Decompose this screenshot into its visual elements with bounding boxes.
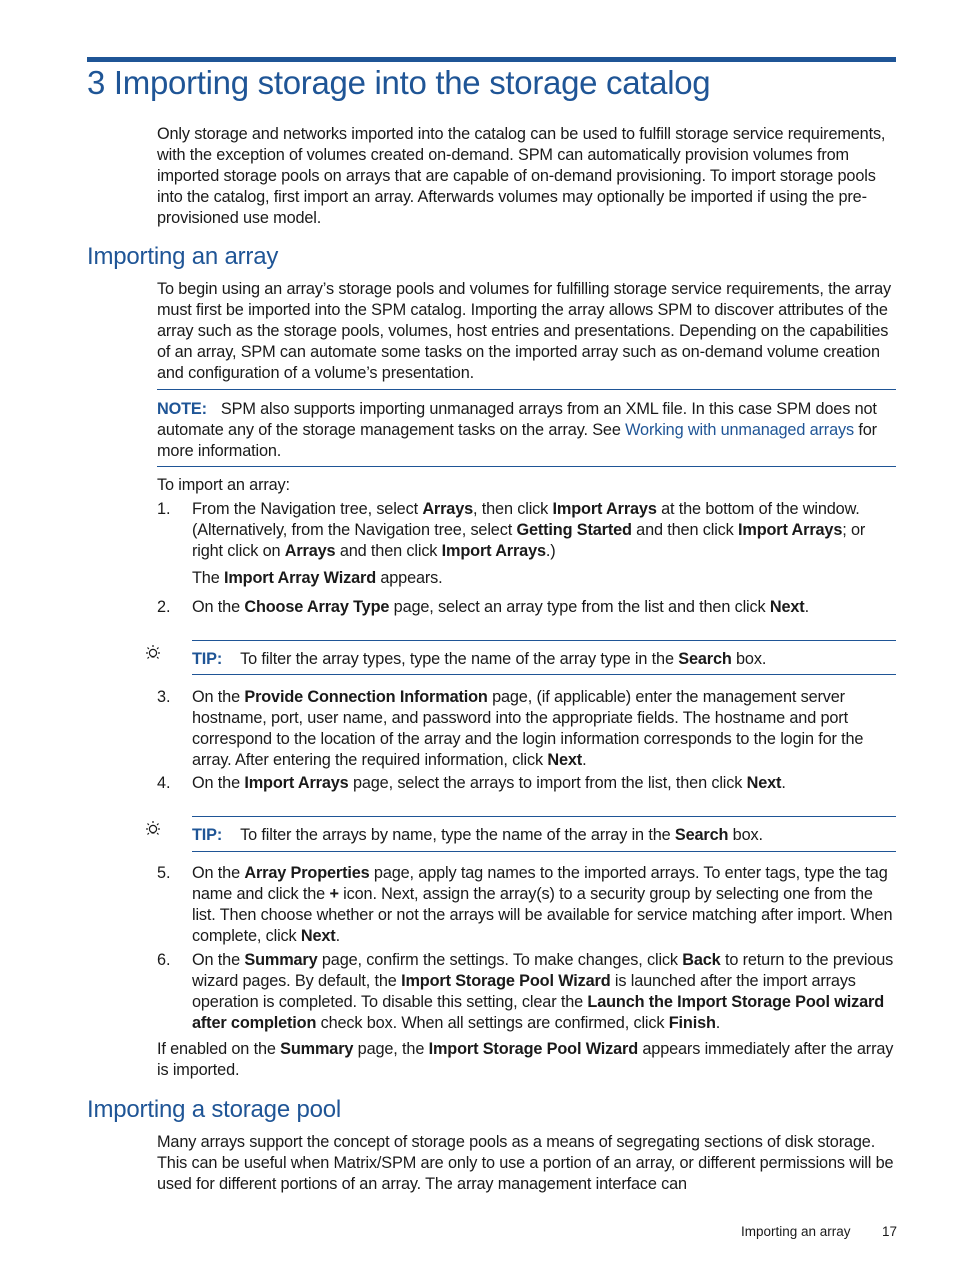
tip-bottom-rule: [192, 674, 896, 675]
lightbulb-icon: [142, 819, 164, 841]
tip-label: TIP:: [192, 826, 223, 844]
step-number: 6.: [157, 951, 171, 969]
note-top-rule: [157, 389, 896, 390]
footer-page-number: 17: [882, 1224, 898, 1239]
section2-paragraph: Many arrays support the concept of storage pools as a means of segregating sections of disk storage. This can be useful when Matrix/SPM are only to use a portion of an array, or different permissions will be used for different portions of an array. The array management interface can: [157, 1133, 894, 1193]
footer-section-name: Importing an array: [741, 1224, 851, 1239]
tip-label: TIP:: [192, 650, 223, 668]
note-bottom-rule: [157, 466, 896, 467]
chapter-title: 3 Importing storage into the storage catalog: [87, 64, 711, 101]
note-label: NOTE:: [157, 400, 207, 418]
step-2-text: On the Choose Array Type page, select an array type from the list and then click Next.: [192, 598, 809, 616]
section1-paragraph: To begin using an array’s storage pools and volumes for fulfilling storage service requirements, the array must first be imported into the SPM catalog. Importing the array allows SPM to discover attributes of the array such as the storage pools, volumes, host entries and presentations. Depending on the capabilities of an array, SPM can automate some tasks on the imported array such as on-demand volume creation and configuration of a volume’s presentation.: [157, 280, 892, 382]
step-number: 1.: [157, 500, 171, 518]
tip-bottom-rule: [192, 851, 896, 852]
step-number: 2.: [157, 598, 171, 616]
step-4-text: On the Import Arrays page, select the arrays to import from the list, then click Next.: [192, 774, 786, 792]
intro-paragraph: Only storage and networks imported into the catalog can be used to fulfill storage service requirements, with the exception of volumes created on-demand. SPM can automatically provision volumes from imported storage pools on arrays that are capable of on-demand provisioning. To import storage pools into the catalog, first import an array. Afterwards volumes may optionally be imported if using the pre-provisioned use model.: [157, 125, 886, 227]
step-1-result: The Import Array Wizard appears.: [192, 569, 443, 587]
lightbulb-icon: [142, 643, 164, 665]
step-3-text: On the Provide Connection Information page, (if applicable) enter the management server hostname, port, user name, and password into the appropriate fields. The hostname and port correspond to the location of the array and the login information corresponds to the login for the array. After entering the required information, click Next.: [192, 688, 864, 769]
step-number: 4.: [157, 774, 171, 792]
unmanaged-arrays-link[interactable]: Working with unmanaged arrays: [625, 421, 854, 439]
note-text-end: for more information.: [157, 421, 877, 460]
step-6-text: On the Summary page, confirm the settings. To make changes, click Back to return to the previous wizard pages. By default, the Import Storage Pool Wizard is launched after the import arrays operation is completed. To disable this setting, clear the Launch the Import Storage Pool wizard after completion check box. When all settings are confirmed, click Finish.: [192, 951, 894, 1032]
tip-2: TIP: To filter the arrays by name, type the name of the array in the Search box.: [192, 826, 763, 844]
steps-lead: To import an array:: [157, 476, 290, 494]
after-steps-paragraph: If enabled on the Summary page, the Import Storage Pool Wizard appears immediately after the array is imported.: [157, 1040, 894, 1079]
tip-1: TIP: To filter the array types, type the name of the array type in the Search box.: [192, 650, 767, 668]
tip-top-rule: [192, 640, 896, 641]
note-text: SPM also supports importing unmanaged arrays from an XML file. In this case SPM does not automate any of the storage management tasks on the array. See: [157, 400, 877, 439]
tip-top-rule: [192, 816, 896, 817]
note-block: [157, 399, 899, 462]
step-1-text: From the Navigation tree, select Arrays, then click Import Arrays at the bottom of the window. (Alternatively, from the Navigation tree, select Getting Started and then click Import Arrays; or right click on Arrays and then click Import Arrays.): [192, 500, 866, 560]
section-heading-importing-array: Importing an array: [87, 243, 279, 270]
step-5-text: On the Array Properties page, apply tag names to the imported arrays. To enter tags, type the tag name and click the + icon. Next, assign the array(s) to a security group by selecting one from the list. Then choose whether or not the arrays will be available for service matching after import. When complete, click Next.: [192, 864, 893, 945]
title-rule: [87, 57, 896, 62]
step-number: 5.: [157, 864, 171, 882]
section-heading-importing-storage-pool: Importing a storage pool: [87, 1096, 342, 1123]
step-number: 3.: [157, 688, 171, 706]
